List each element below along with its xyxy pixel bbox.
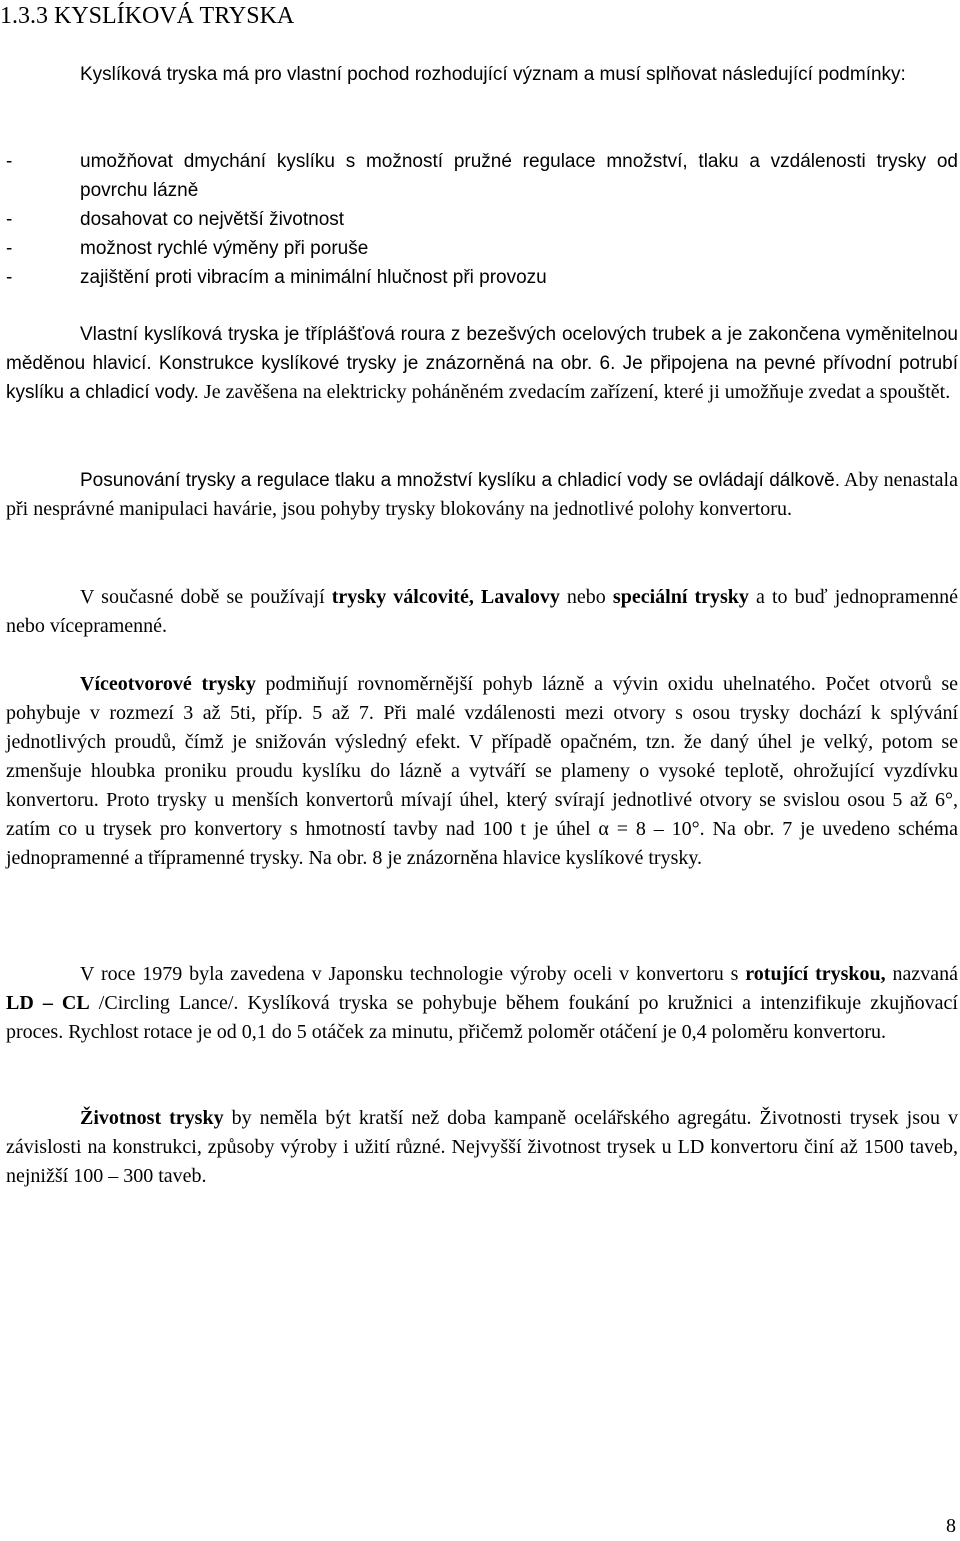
types-bold-cylindrical: trysky válcovité, Lavalovy xyxy=(331,586,560,608)
lance-control-paragraph xyxy=(6,466,958,524)
lifetime-paragraph xyxy=(6,1104,958,1191)
multi-hole-paragraph xyxy=(6,670,958,873)
lance-types-paragraph xyxy=(6,583,958,641)
conditions-list xyxy=(6,147,958,292)
intro-paragraph xyxy=(6,60,958,89)
condition-item: - zajištění proti vibracím a minimální hlučnost při provozu xyxy=(6,267,547,288)
condition-item: - možnost rychlé výměny při poruše xyxy=(6,238,369,259)
control-text: Posunování trysky a regulace tlaku a množství kyslíku a chladicí vody se ovládají dálkově. xyxy=(80,470,840,491)
condition-text: umožňovat dmychání kyslíku s možností pružné regulace množství, tlaku a vzdálenosti trysky od povrchu lázně xyxy=(80,151,958,201)
rotating-text: /Circling Lance/. Kyslíková tryska se pohybuje během foukání po kružnici a intenzifikuje zkujňovací proces. Rychlost rotace je od 0,1 do 5 otáček za minutu, přičemž poloměr otáčení je 0,4 poloměru konvertoru. xyxy=(6,992,958,1043)
types-bold-special: speciální trysky xyxy=(612,586,749,608)
condition-text: možnost rychlé výměny při poruše xyxy=(80,238,369,259)
lifetime-bold: Životnost trysky xyxy=(80,1107,224,1129)
condition-text: zajištění proti vibracím a minimální hlučnost při provozu xyxy=(80,267,547,288)
blocking-text: Aby nenastala při nesprávné manipulaci havárie, jsou pohyby trysky blokovány na jednotlivé polohy konvertoru. xyxy=(6,469,958,520)
rotating-lance-paragraph xyxy=(6,960,958,1047)
multi-hole-text: podmiňují rovnoměrnější pohyb lázně a vývin oxidu uhelnatého. Počet otvorů se pohybuje v rozmezí 3 až 5ti, příp. 5 až 7. Při malé vzdálenosti mezi otvory s osou trysky dochází k splývání jednotlivých proudů, čímž je snižován výsledný efekt. V případě opačném, tzn. že daný úhel je velký, potom se zmenšuje hloubka proniku proudu kyslíku do lázně a vytváří se plameny o vysoké teplotě, ohrožující vyzdívku konvertoru. Proto trysky u menších konvertorů mívají úhel, který svírají jednotlivé otvory se svislou osou 5 až 6°, zatím co u trysek pro konvertory s hmotností tavby nad 100 t je úhel α = 8 – 10°. Na obr. 7 je uvedeno schéma jednopramenné a třípramenné trysky. Na obr. 8 je znázorněna hlavice kyslíkové trysky. xyxy=(6,673,958,869)
rotating-bold: rotující tryskou, xyxy=(745,963,886,985)
condition-text: dosahovat co největší životnost xyxy=(80,209,345,230)
section-heading: 1.3.3 KYSLÍKOVÁ TRYSKA xyxy=(0,3,295,29)
rotating-text: V roce 1979 byla zavedena v Japonsku technologie výroby oceli v konvertoru s xyxy=(80,963,746,985)
page-number: 8 xyxy=(946,1515,956,1537)
intro-text: Kyslíková tryska má pro vlastní pochod rozhodující význam a musí splňovat následující podmínky: xyxy=(80,64,906,85)
types-text: nebo xyxy=(559,586,613,608)
suspension-text: Je zavěšena na elektricky poháněném zvedacím zařízení, které ji umožňuje zvedat a spouštět. xyxy=(203,381,951,403)
ld-cl-bold: LD – CL xyxy=(6,992,90,1014)
rotating-text: nazvaná xyxy=(885,963,959,985)
multi-hole-bold: Víceotvorové trysky xyxy=(80,673,256,695)
lifetime-text: by neměla být kratší než doba kampaně ocelářského agregátu. Životnosti trysek jsou v závislosti na konstrukci, způsoby výroby i užití různé. Nejvyšší životnost trysek u LD konvertoru činí až 1500 taveb, nejnižší 100 – 300 taveb. xyxy=(6,1107,958,1187)
lance-construction-paragraph xyxy=(6,320,958,407)
construction-text: Vlastní kyslíková tryska je tříplášťová roura z bezešvých ocelových trubek a je zakončena vyměnitelnou měděnou hlavicí. Konstrukce kyslíkové trysky je znázorněná na obr. 6. Je připojena na pevné přívodní potrubí kyslíku a chladicí vody. xyxy=(6,324,958,403)
condition-item: - umožňovat dmychání kyslíku s možností pružné regulace množství, tlaku a vzdálenosti trysky od povrchu lázně xyxy=(6,151,958,201)
condition-item: - dosahovat co největší životnost xyxy=(6,209,345,230)
types-text: V současné době se používají xyxy=(80,586,332,608)
types-text: a to buď jednopramenné nebo vícepramenné. xyxy=(6,586,958,637)
